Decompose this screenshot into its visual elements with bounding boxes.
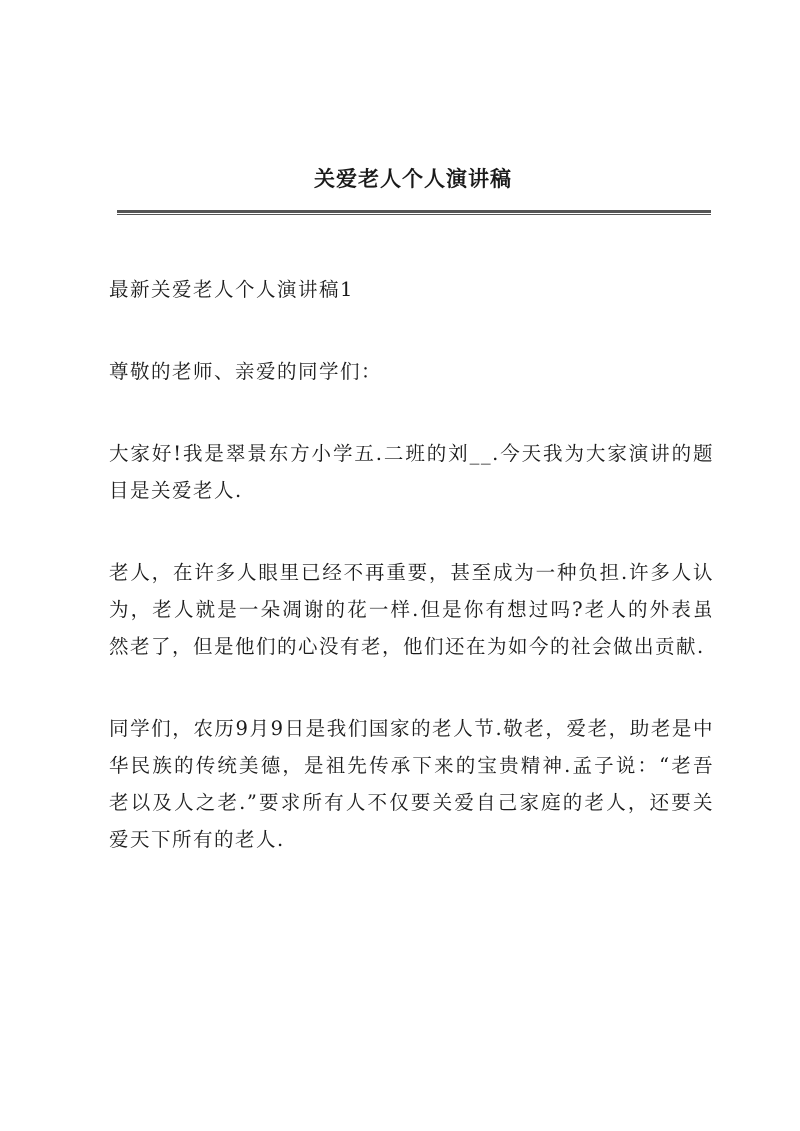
title-divider <box>117 210 711 215</box>
paragraph-greeting: 大家好!我是翠景东方小学五.二班的刘__.今天我为大家演讲的题目是关爱老人. <box>109 442 714 502</box>
document-body <box>109 271 714 903</box>
paragraph-festival: 同学们，农历9月9日是我们国家的老人节.敬老，爱老，助老是中华民族的传统美德，是祖先传承下来的宝贵精神.孟子说：“老吾老以及人之老.”要求所有人不仅要关爱自己家庭的老人，还要关爱天下所有的老人. <box>109 717 714 851</box>
document-title: 关爱老人个人演讲稿 <box>314 166 512 191</box>
salutation: 尊敬的老师、亲爱的同学们： <box>109 360 383 383</box>
section-heading: 最新关爱老人个人演讲稿1 <box>109 278 354 301</box>
paragraph-elderly: 老人，在许多人眼里已经不再重要，甚至成为一种负担.许多人认为，老人就是一朵凋谢的花一样.但是你有想过吗?老人的外表虽然老了，但是他们的心没有老，他们还在为如今的社会做出贡献. <box>109 561 714 658</box>
